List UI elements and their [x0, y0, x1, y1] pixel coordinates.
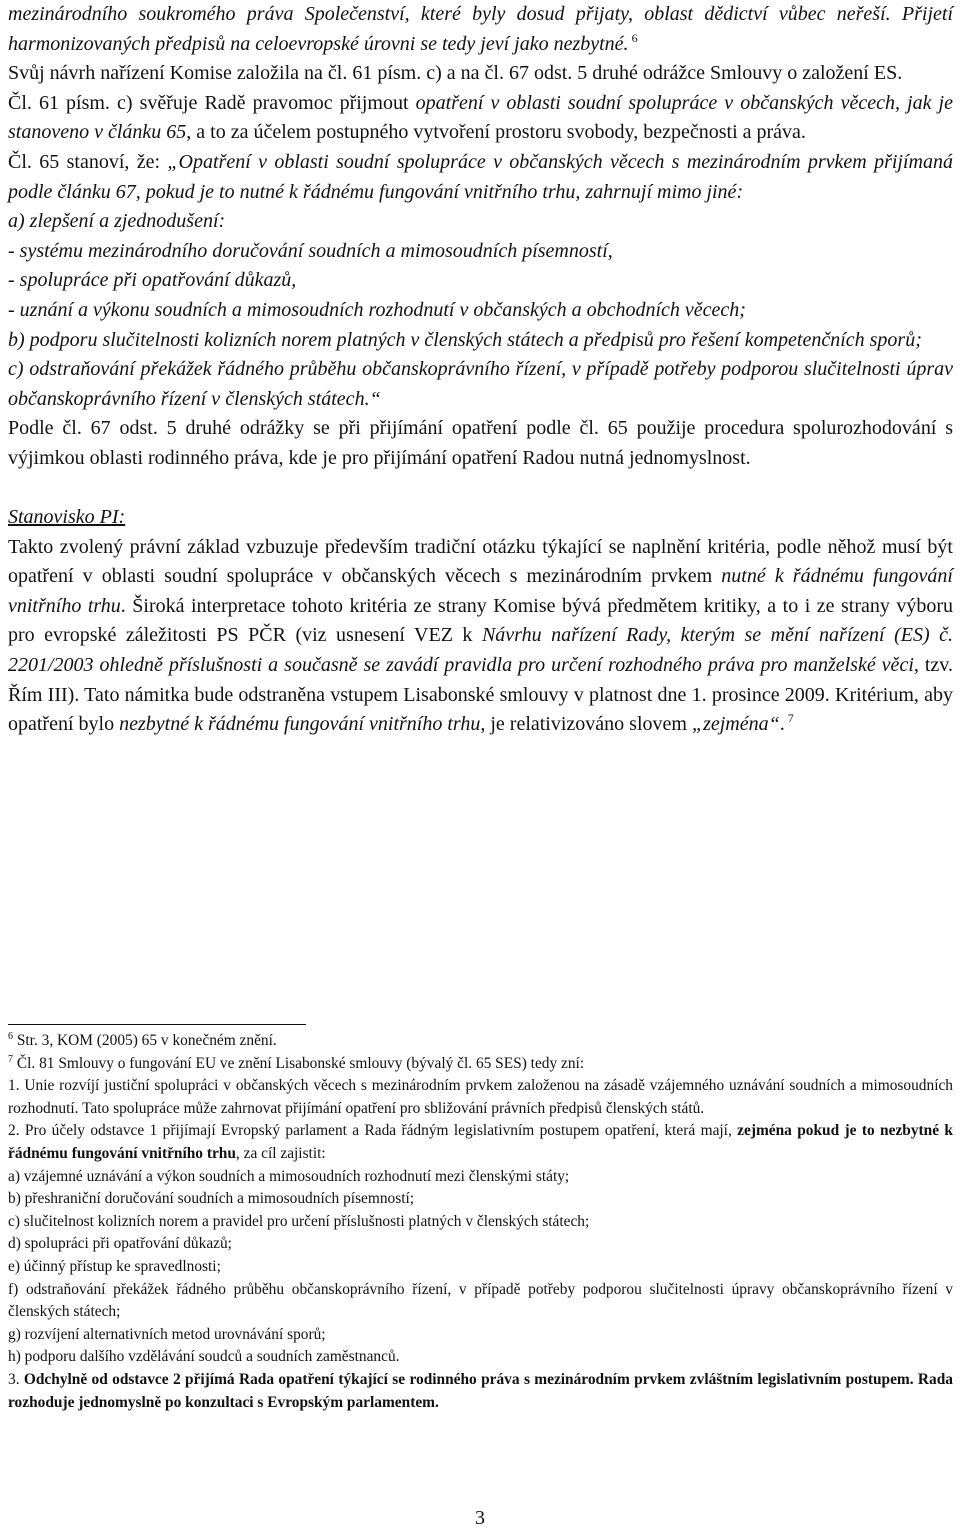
text-run: Čl. 81 Smlouvy o fungování EU ve znění Lisabonské smlouvy (bývalý čl. 65 SES) tedy zní: [13, 1054, 585, 1072]
footnote-list-item: c) slučitelnost kolizních norem a pravidel pro určení příslušnosti platných v členských státech; [8, 1212, 590, 1230]
text-run: Čl. 65 stanoví, že: [8, 150, 168, 173]
text-run: Čl. 61 písm. c) svěřuje Radě pravomoc přijmout [8, 91, 416, 114]
text-run: , tzv. Řím III). Tato námitka bude odstraněna vstupem Lisabonské smlouvy v platnost dne 1. prosince 2009. Kritérium, aby opatření bylo [8, 654, 953, 736]
footnote-7 [8, 1053, 953, 1076]
footnote-list-item: d) spolupráci při opatřování důkazů; [8, 1235, 232, 1253]
paragraph-art67 [8, 414, 953, 473]
text-run: c) odstraňování překážek řádného průběhu občanskoprávního řízení, v případě potřeby podporou slučitelnosti úprav občanskoprávního řízení v členských státech.“ [8, 358, 953, 410]
text-run: . Široká interpretace tohoto kritéria ze strany Komise bývá předmětem kritiky, a to i ze strany výboru pro evropské záležitosti PS PČR (viz usnesení VEZ k [8, 594, 953, 647]
text-run: „zejména“ [691, 713, 780, 736]
list-line: - systému mezinárodního doručování soudních a mimosoudních písemností, [8, 239, 613, 262]
text-run: 2. Pro účely odstavce 1 přijímají Evropský parlament a Rada řádným legislativním postupem opatření, která mají, [8, 1122, 738, 1140]
footnote-ref: 7 [784, 711, 794, 726]
footnote-list-item: g) rozvíjení alternativních metod urovnávání sporů; [8, 1325, 326, 1343]
spacer [8, 474, 953, 504]
footnote-ref: 7 [8, 1053, 13, 1065]
text-run: „Opatření v oblasti soudní spolupráce v občanských věcech s mezinárodním prvkem přijímaná podle článku 67, pokud je to nutné k řádnému fungování vnitřního trhu, zahrnují mimo jiné: [8, 150, 953, 203]
paragraph-opinion [8, 533, 953, 740]
text-run: nezbytné k řádnému fungování vnitřního trhu [119, 713, 481, 736]
paragraph-art65 [8, 148, 953, 207]
text-run: Odchylně od odstavce 2 přijímá Rada opatření týkající se rodinného práva s mezinárodním prvkem zvláštním legislativním postupem. Rada rozhoduje jednomyslně po konzultaci s Evropským parlamentem. [8, 1370, 953, 1411]
paragraph-art61 [8, 89, 953, 148]
footnote-list-item: e) účinný přístup ke spravedlnosti; [8, 1257, 221, 1275]
footnote-list-item: h) podporu dalšího vzdělávání soudců a soudních zaměstnanců. [8, 1348, 400, 1366]
text-run: Návrhu nařízení Rady, kterým se mění nařízení (ES) č. 2201/2003 ohledně příslušnosti a současně se zavádí pravidla pro určení rozhodného práva pro manželské věci [8, 624, 954, 677]
main-text [8, 0, 953, 740]
section-heading: Stanovisko PI: [8, 506, 126, 529]
footnote-ref: 6 [8, 1031, 13, 1042]
paragraph-art65-b [8, 326, 953, 356]
text-run: , je relativizováno slovem [480, 713, 692, 736]
paragraph-art65-c [8, 355, 953, 414]
text-run: Svůj návrh nařízení Komise založila na čl. 61 písm. c) a na čl. 67 odst. 5 druhé odrážce Smlouvy o založení ES. [8, 62, 903, 85]
text-run: b) podporu slučitelnosti kolizních norem platných v členských státech a předpisů pro řešení kompetenčních sporů; [8, 328, 922, 351]
text-run: Str. 3, KOM (2005) 65 v konečném znění. [13, 1032, 277, 1049]
text-run: . [779, 713, 785, 736]
text-run: , a to za účelem postupného vytvoření prostoru svobody, bezpečnosti a práva. [186, 121, 806, 144]
text-run: Podle čl. 67 odst. 5 druhé odrážky se při přijímání opatření podle čl. 65 použije procedura spolurozhodování s výjimkou oblasti rodinného práva, kde je pro přijímání opatření Radou nutná jednomyslnost. [8, 417, 953, 469]
footnote-list-item [8, 1279, 953, 1324]
text-run: , za cíl zajistit: [235, 1144, 326, 1162]
list-line: - uznání a výkonu soudních a mimosoudních rozhodnutí v občanských a obchodních věcech; [8, 298, 746, 321]
footnotes [8, 1030, 953, 1414]
footnote-7-para-1 [8, 1075, 953, 1120]
page-number: 3 [475, 1507, 485, 1529]
footnote-6 [8, 1030, 953, 1053]
text-run: mezinárodního soukromého práva Společenství, které byly dosud přijaty, oblast dědictví vůbec neřeší. Přijetí harmonizovaných předpisů na celoevropské úrovni se tedy jeví jako nezbytné. [8, 3, 953, 55]
list-line: a) zlepšení a zjednodušení: [8, 210, 226, 233]
footnote-7-para-3 [8, 1369, 953, 1414]
list-line: - spolupráce při opatřování důkazů, [8, 269, 297, 292]
paragraph-legal-basis [8, 59, 953, 89]
text-run: Takto zvolený právní základ vzbuzuje především tradiční otázku týkající se naplnění kritéria, podle něhož musí být opatření v oblasti soudní spolupráce v občanských věcech s mezinárodním prvkem [8, 535, 953, 588]
footnote-7-para-2 [8, 1120, 953, 1165]
footnote-separator [8, 1024, 306, 1025]
paragraph-intro [8, 0, 953, 59]
footnote-list-item: b) přeshraniční doručování soudních a mimosoudních písemností; [8, 1190, 415, 1208]
text-run: zejména pokud je to nezbytné k řádnému fungování vnitřního trhu [8, 1122, 953, 1162]
text-run: 1. Unie rozvíjí justiční spolupráci v občanských věcech s mezinárodním prvkem založenou na zásadě vzájemného uznávání soudních a mimosoudních rozhodnutí. Tato spolupráce může zahrnovat přijímání opatření pro sbližování právních předpisů členských států. [8, 1077, 953, 1117]
text-run: nutné k řádnému fungování vnitřního trhu [8, 565, 953, 617]
footnote-ref: 6 [628, 30, 638, 45]
text-run: 3. [8, 1370, 24, 1388]
text-run: opatření v oblasti soudní spolupráce v občanských věcech, jak je stanoveno v článku 65 [8, 91, 953, 144]
footnote-list-item: a) vzájemné uznávání a výkon soudních a mimosoudních rozhodnutí mezi členskými státy; [8, 1167, 570, 1185]
text-run: f) odstraňování překážek řádného průběhu občanskoprávního řízení, v případě potřeby podporou slučitelnosti úpravy občanskoprávního řízení v členských státech; [8, 1280, 953, 1321]
